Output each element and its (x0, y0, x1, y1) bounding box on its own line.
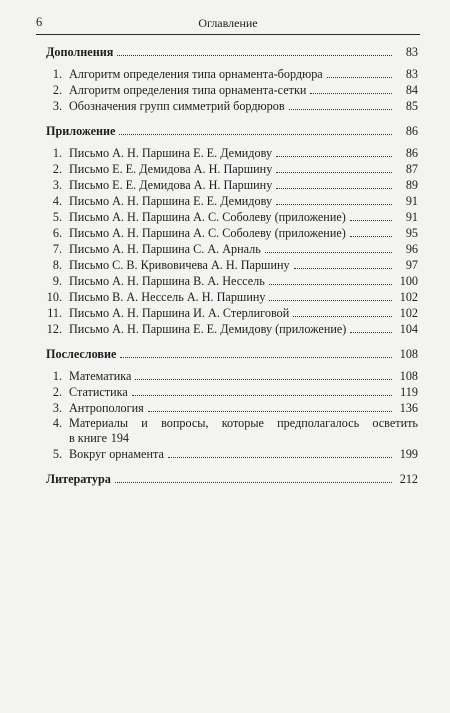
dot-leader (269, 300, 392, 301)
toc-entry[interactable] (46, 145, 418, 161)
dot-leader (117, 55, 392, 56)
toc-entry[interactable] (46, 384, 418, 400)
section-title: Дополнения (46, 45, 114, 59)
dot-leader (276, 204, 392, 205)
entry-title: Письмо А. Н. Паршина Е. Е. Демидову (69, 146, 273, 160)
dot-leader (168, 457, 392, 458)
entry-title: Письмо А. Н. Паршина И. А. Стерлиговой (69, 306, 290, 320)
entry-number: 4. (52, 416, 62, 430)
entry-title: Обозначения групп симметрий бордюров (69, 99, 285, 113)
section-page-number: 83 (405, 45, 418, 59)
toc-section-entry[interactable] (46, 44, 418, 60)
entry-number: 1. (52, 146, 62, 160)
section-title: Приложение (46, 124, 116, 138)
entry-title: Письмо А. Н. Паршина Е. Е. Демидову (69, 194, 273, 208)
entry-page-number: 85 (405, 99, 418, 113)
entry-title: Антропология (69, 401, 144, 415)
entry-title-line1: Материалы и вопросы, которые предполагалось осветить (69, 416, 418, 430)
running-header (36, 14, 420, 35)
dot-leader (120, 357, 392, 358)
entry-number: 4. (52, 194, 62, 208)
toc-section-entry[interactable] (46, 346, 418, 362)
entry-page-number: 89 (405, 178, 418, 192)
entry-page-number: 96 (405, 242, 418, 256)
toc-entry[interactable] (46, 98, 418, 114)
entry-title: Письмо В. А. Нессель А. Н. Паршину (69, 290, 266, 304)
dot-leader (276, 188, 392, 189)
toc-entry[interactable] (46, 177, 418, 193)
dot-leader (132, 395, 392, 396)
entry-number: 2. (52, 83, 62, 97)
toc-entry[interactable] (46, 257, 418, 273)
entry-page-number: 97 (405, 258, 418, 272)
entry-title: Вокруг орнамента (69, 447, 164, 461)
entry-number: 3. (52, 178, 62, 192)
entry-title-line2-row (69, 431, 418, 446)
entry-title: Алгоритм определения типа орнамента-бордюра (69, 67, 323, 81)
toc-entry[interactable] (46, 446, 418, 462)
toc-entry[interactable] (46, 321, 418, 337)
entry-page-number: 102 (399, 306, 418, 320)
toc-entry[interactable] (46, 82, 418, 98)
entry-title: Письмо А. Н. Паршина Е. Е. Демидову (приложение) (69, 322, 347, 336)
entry-number: 8. (52, 258, 62, 272)
toc-entry[interactable] (46, 66, 418, 82)
entry-number: 6. (52, 226, 62, 240)
dot-leader (148, 411, 392, 412)
entry-number: 2. (52, 162, 62, 176)
toc-entry[interactable] (46, 400, 418, 416)
entry-page-number: 102 (399, 290, 418, 304)
toc-entry[interactable] (46, 225, 418, 241)
toc-entry[interactable] (46, 161, 418, 177)
dot-leader (294, 268, 392, 269)
entry-page-number: 84 (405, 83, 418, 97)
dot-leader (276, 156, 392, 157)
dot-leader (265, 252, 392, 253)
dot-leader (350, 332, 392, 333)
dot-leader (276, 172, 392, 173)
entry-number: 9. (52, 274, 62, 288)
entry-page-number: 91 (405, 210, 418, 224)
running-title: Оглавление (198, 16, 258, 30)
toc-entry[interactable] (46, 241, 418, 257)
table-of-contents (46, 44, 418, 487)
toc-entry[interactable] (46, 193, 418, 209)
dot-leader (289, 109, 392, 110)
entry-page-number: 87 (405, 162, 418, 176)
dot-leader (310, 93, 392, 94)
entry-title: Письмо Е. Е. Демидова А. Н. Паршину (69, 178, 273, 192)
entry-title: Письмо Е. Е. Демидова А. Н. Паршину (69, 162, 273, 176)
dot-leader (327, 77, 392, 78)
section-title: Послесловие (46, 347, 117, 361)
dot-leader (350, 220, 392, 221)
entry-number: 5. (52, 447, 62, 461)
dot-leader (135, 379, 392, 380)
entry-number: 1. (52, 369, 62, 383)
dot-leader (350, 236, 392, 237)
entry-page-number: 108 (399, 369, 418, 383)
entry-number: 3. (52, 401, 62, 415)
entry-number: 5. (52, 210, 62, 224)
entry-number: 3. (52, 99, 62, 113)
entry-page-number: 136 (399, 401, 418, 415)
toc-entry[interactable] (46, 368, 418, 384)
dot-leader (115, 482, 392, 483)
toc-section-entry[interactable] (46, 471, 418, 487)
dot-leader (293, 316, 392, 317)
entry-page-number: 199 (399, 447, 418, 461)
entry-title: Письмо С. В. Кривовичева А. Н. Паршину (69, 258, 290, 272)
section-page-number: 86 (405, 124, 418, 138)
entry-page-number: 100 (399, 274, 418, 288)
dot-leader (269, 284, 392, 285)
entry-number: 2. (52, 385, 62, 399)
entry-number: 11. (47, 306, 62, 320)
entry-title: Письмо А. Н. Паршина А. С. Соболеву (приложение) (69, 226, 346, 240)
entry-title: Письмо А. Н. Паршина С. А. Арналь (69, 242, 261, 256)
entry-page-number: 95 (405, 226, 418, 240)
entry-page-number: 119 (400, 385, 418, 399)
toc-entry[interactable] (46, 416, 418, 446)
toc-section-entry[interactable] (46, 123, 418, 139)
page-number: 6 (36, 15, 43, 29)
entry-page-number: 83 (405, 67, 418, 81)
dot-leader (119, 134, 392, 135)
entry-title: Письмо А. Н. Паршина А. С. Соболеву (приложение) (69, 210, 346, 224)
toc-entry[interactable] (46, 273, 418, 289)
entry-title: Алгоритм определения типа орнамента-сетки (69, 83, 307, 97)
entry-page-number: 194 (110, 431, 130, 445)
entry-number: 1. (52, 67, 62, 81)
toc-entry[interactable] (46, 209, 418, 225)
entry-body (69, 416, 418, 446)
section-page-number: 212 (399, 472, 418, 486)
entry-title: Математика (69, 369, 132, 383)
toc-entry[interactable] (46, 305, 418, 321)
entry-page-number: 104 (399, 322, 418, 336)
section-title: Литература (46, 472, 111, 486)
entry-title: Статистика (69, 385, 128, 399)
entry-number: 7. (52, 242, 62, 256)
section-page-number: 108 (399, 347, 418, 361)
entry-title: Письмо А. Н. Паршина В. А. Нессель (69, 274, 265, 288)
entry-number: 12. (46, 322, 62, 336)
entry-number: 10. (46, 290, 62, 304)
toc-entry[interactable] (46, 289, 418, 305)
entry-page-number: 86 (405, 146, 418, 160)
entry-page-number: 91 (405, 194, 418, 208)
entry-title-line2: в книге (69, 431, 108, 445)
